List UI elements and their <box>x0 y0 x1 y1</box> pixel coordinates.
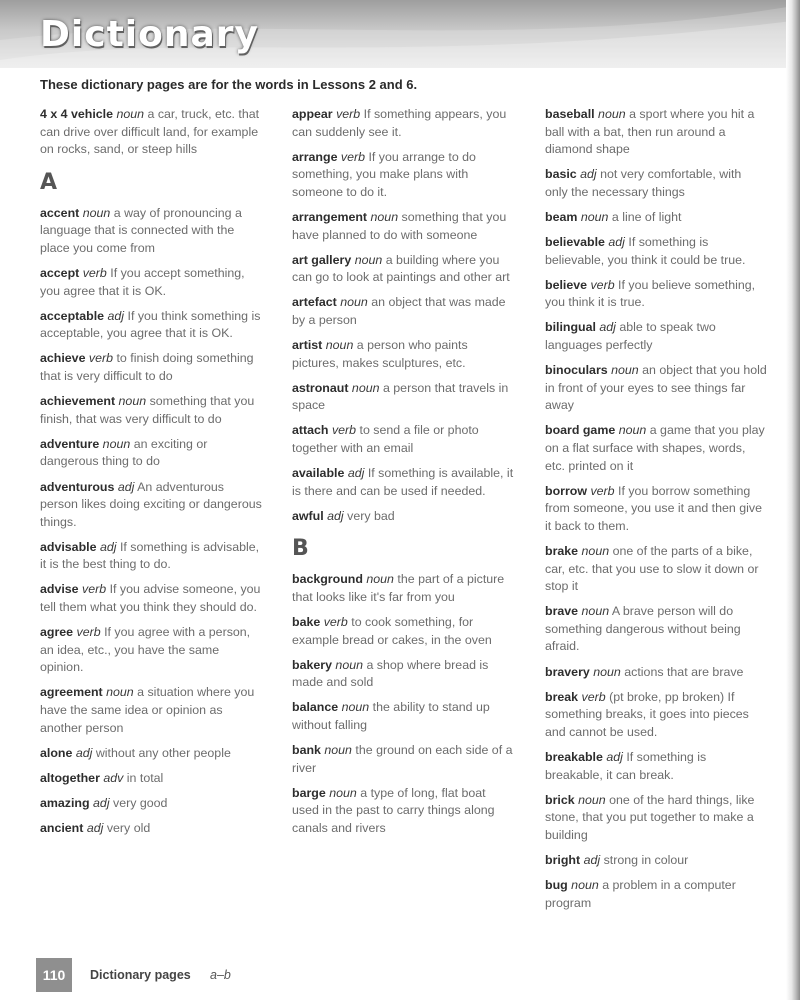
entry-part-of-speech: noun <box>324 743 352 758</box>
entry-headword: barge <box>292 785 326 800</box>
dictionary-entry <box>292 380 514 415</box>
dictionary-entry <box>40 539 262 574</box>
entry-definition: able to speak two languages perfectly <box>545 320 716 353</box>
dictionary-entry <box>292 571 514 606</box>
entry-definition: to finish doing something that is very difficult to do <box>40 351 254 384</box>
dictionary-entry <box>292 337 514 372</box>
dictionary-entry <box>40 624 262 677</box>
entry-part-of-speech: verb <box>76 625 101 640</box>
entry-headword: agree <box>40 625 74 640</box>
dictionary-entry <box>545 277 767 312</box>
entry-headword: art gallery <box>292 252 352 267</box>
dictionary-column-2 <box>292 106 514 845</box>
dictionary-entry <box>40 745 262 763</box>
entry-headword: attach <box>292 423 329 438</box>
entry-headword: acceptable <box>40 308 105 323</box>
entry-headword: bravery <box>545 664 590 679</box>
entry-part-of-speech: verb <box>590 483 615 498</box>
dictionary-entry <box>292 699 514 734</box>
entry-headword: arrangement <box>292 209 368 224</box>
dictionary-entry <box>292 209 514 244</box>
dictionary-entry <box>40 770 262 788</box>
entry-headword: bake <box>292 615 321 630</box>
dictionary-entry <box>292 149 514 202</box>
entry-part-of-speech: adj <box>75 745 93 760</box>
dictionary-entry <box>292 785 514 838</box>
entry-definition: a car, truck, etc. that can drive over difficult land, for example on rocks, sand, or steep hills <box>40 107 260 157</box>
entry-headword: artefact <box>292 295 337 310</box>
dictionary-entry <box>545 483 767 536</box>
entry-headword: bilingual <box>545 320 596 335</box>
entry-part-of-speech: adj <box>599 320 616 335</box>
dictionary-entry <box>40 393 262 428</box>
entry-headword: brick <box>545 792 575 807</box>
entry-part-of-speech: noun <box>341 700 370 715</box>
entry-part-of-speech: noun <box>335 657 363 672</box>
entry-definition: a type of long, flat boat used in the past to carry things along canals and rivers <box>292 785 495 835</box>
entry-headword: brave <box>545 604 579 619</box>
entry-headword: bakery <box>292 657 332 672</box>
entry-definition: very old <box>106 821 151 835</box>
dictionary-entry <box>545 362 767 415</box>
entry-part-of-speech: verb <box>336 107 361 121</box>
entry-part-of-speech: adj <box>606 749 623 764</box>
entry-part-of-speech: noun <box>325 338 354 353</box>
entry-headword: basic <box>545 167 577 182</box>
entry-headword: bank <box>292 743 321 758</box>
entry-part-of-speech: adj <box>93 795 110 810</box>
entry-definition: a line of light <box>611 209 682 224</box>
entry-definition: one of the hard things, like stone, that you put together to make a building <box>545 792 755 842</box>
entry-part-of-speech: verb <box>82 582 107 597</box>
entry-part-of-speech: verb <box>331 423 357 438</box>
intro-text: These dictionary pages are for the words in Lessons 2 and 6. <box>40 77 418 92</box>
entry-headword: amazing <box>40 795 90 810</box>
entry-definition: If you believe something, you think it is true. <box>545 277 756 310</box>
footer-range: a–b <box>210 968 231 982</box>
entry-definition: strong in colour <box>603 852 689 867</box>
entry-headword: believe <box>545 277 588 292</box>
dictionary-entry <box>292 742 514 777</box>
dictionary-entry <box>292 422 514 457</box>
entry-definition: If you borrow something from someone, you use it and then give it back to them. <box>545 483 762 533</box>
entry-part-of-speech: noun <box>116 107 145 121</box>
dictionary-entry <box>545 852 767 870</box>
entry-part-of-speech: adj <box>583 852 601 867</box>
entry-headword: arrange <box>292 149 338 164</box>
entry-headword: adventurous <box>40 479 115 494</box>
entry-part-of-speech: noun <box>102 436 131 451</box>
dictionary-entry <box>40 479 262 532</box>
entry-headword: background <box>292 572 363 587</box>
entry-definition: If you agree with a person, an idea, etc., you have the same opinion. <box>40 625 251 675</box>
entry-headword: appear <box>292 107 333 121</box>
dictionary-entry <box>545 234 767 269</box>
entry-part-of-speech: noun <box>580 209 609 224</box>
entry-definition: If something is breakable, it can break. <box>545 749 707 782</box>
entry-definition: If you think something is acceptable, you agree that it is OK. <box>40 308 261 341</box>
entry-definition: a person who paints pictures, makes sculptures, etc. <box>292 338 468 370</box>
entry-definition: very bad <box>347 508 395 523</box>
entry-headword: achieve <box>40 351 86 366</box>
entry-part-of-speech: noun <box>581 543 610 558</box>
dictionary-entry <box>545 209 767 227</box>
header-band <box>0 0 800 68</box>
entry-part-of-speech: noun <box>340 295 368 310</box>
entry-definition: If you arrange to do something, you make plans with someone to do it. <box>292 149 476 199</box>
entry-part-of-speech: noun <box>578 792 606 807</box>
entry-part-of-speech: noun <box>351 380 380 395</box>
entry-part-of-speech: noun <box>581 604 610 619</box>
entry-part-of-speech: noun <box>106 685 134 700</box>
entry-part-of-speech: adj <box>608 235 625 250</box>
entry-part-of-speech: adj <box>347 466 365 481</box>
entry-part-of-speech: noun <box>82 205 111 220</box>
dictionary-entry <box>292 294 514 329</box>
entry-definition: something that you finish, that was very difficult to do <box>40 394 255 426</box>
dictionary-entry <box>40 684 262 737</box>
dictionary-entry <box>40 436 262 471</box>
dictionary-entry <box>40 106 262 159</box>
entry-definition: to send a file or photo together with an email <box>292 423 479 455</box>
entry-headword: brake <box>545 543 579 558</box>
entry-headword: bright <box>545 852 581 867</box>
entry-definition: (pt broke, pp broken) If something breaks, it goes into pieces and cannot be used. <box>545 689 749 739</box>
dictionary-entry <box>292 508 514 526</box>
entry-headword: alone <box>40 745 73 760</box>
entry-headword: agreement <box>40 685 103 700</box>
entry-part-of-speech: adj <box>117 479 135 494</box>
dictionary-column-3 <box>545 106 767 920</box>
entry-headword: breakable <box>545 749 603 764</box>
entry-headword: achievement <box>40 394 116 409</box>
entry-part-of-speech: verb <box>590 277 615 292</box>
dictionary-entry <box>40 820 262 838</box>
page-footer <box>36 958 736 992</box>
dictionary-entry <box>40 581 262 616</box>
dictionary-entry <box>40 265 262 300</box>
page-number: 110 <box>36 958 72 992</box>
entry-definition: an object that was made by a person <box>292 295 506 327</box>
entry-definition: An adventurous person likes doing exciting or dangerous things. <box>40 479 262 529</box>
entry-definition: If you advise someone, you tell them what you think they should do. <box>40 582 261 615</box>
entry-part-of-speech: noun <box>329 785 357 800</box>
entry-headword: artist <box>292 338 323 353</box>
dictionary-entry <box>545 106 767 159</box>
entry-headword: awful <box>292 508 324 523</box>
entry-headword: altogether <box>40 770 100 785</box>
entry-definition: If you accept something, you agree that it is OK. <box>40 266 245 298</box>
dictionary-entry <box>545 543 767 596</box>
entry-definition: not very comfortable, with only the necessary things <box>545 167 742 199</box>
entry-headword: ancient <box>40 821 84 835</box>
entry-part-of-speech: adj <box>107 308 125 323</box>
entry-part-of-speech: verb <box>88 351 114 366</box>
entry-definition: without any other people <box>95 745 231 760</box>
entry-headword: bug <box>545 877 568 892</box>
entry-definition: a problem in a computer program <box>545 877 736 910</box>
dictionary-entry <box>292 657 514 692</box>
entry-part-of-speech: noun <box>611 363 639 378</box>
entry-definition: the ability to stand up without falling <box>292 700 490 733</box>
entry-definition: If something appears, you can suddenly see it. <box>292 107 507 139</box>
dictionary-entry <box>545 166 767 201</box>
entry-part-of-speech: noun <box>370 209 399 224</box>
entry-headword: accent <box>40 205 80 220</box>
entry-definition: a shop where bread is made and sold <box>292 657 489 690</box>
entry-part-of-speech: verb <box>340 149 366 164</box>
entry-definition: a situation where you have the same idea or opinion as another person <box>40 685 255 735</box>
entry-part-of-speech: adj <box>327 508 344 523</box>
entry-definition: A brave person will do something dangerous without being afraid. <box>545 604 741 654</box>
entry-part-of-speech: adj <box>99 539 117 554</box>
entry-part-of-speech: adj <box>86 821 104 835</box>
entry-headword: borrow <box>545 483 587 498</box>
dictionary-entry <box>40 350 262 385</box>
entry-headword: accept <box>40 266 80 281</box>
dictionary-entry <box>292 106 514 141</box>
entry-headword: 4 x 4 vehicle <box>40 107 114 121</box>
entry-definition: an object that you hold in front of your eyes to see things far away <box>545 363 767 413</box>
dictionary-entry <box>545 792 767 845</box>
entry-definition: actions that are brave <box>624 664 744 679</box>
dictionary-entry <box>292 465 514 500</box>
entry-headword: available <box>292 466 345 481</box>
entry-definition: If something is available, it is there and can be used if needed. <box>292 466 514 498</box>
entry-definition: an exciting or dangerous thing to do <box>40 436 208 469</box>
entry-headword: beam <box>545 209 578 224</box>
page-title: Dictionary <box>40 14 259 55</box>
dictionary-entry <box>545 422 767 475</box>
entry-part-of-speech: noun <box>118 394 147 409</box>
dictionary-entry <box>292 252 514 287</box>
entry-definition: a game that you play on a flat surface with shapes, words, etc. printed on it <box>545 423 765 473</box>
entry-definition: a person that travels in space <box>292 380 509 413</box>
dictionary-entry <box>40 308 262 343</box>
dictionary-entry <box>292 614 514 649</box>
entry-part-of-speech: noun <box>571 877 599 892</box>
entry-part-of-speech: adv <box>103 770 124 785</box>
entry-part-of-speech: verb <box>323 615 348 630</box>
entry-headword: adventure <box>40 436 100 451</box>
dictionary-entry <box>545 877 767 912</box>
dictionary-entry <box>545 664 767 682</box>
entry-definition: a way of pronouncing a language that is connected with the place you come from <box>40 205 242 255</box>
entry-headword: binoculars <box>545 363 608 378</box>
entry-part-of-speech: noun <box>593 664 621 679</box>
entry-part-of-speech: verb <box>581 689 606 704</box>
entry-definition: If something is believable, you think it could be true. <box>545 235 746 267</box>
entry-definition: a sport where you hit a ball with a bat, then run around a diamond shape <box>545 107 755 157</box>
dictionary-entry <box>40 795 262 813</box>
entry-headword: astronaut <box>292 380 349 395</box>
page-edge-shadow <box>786 0 800 1000</box>
dictionary-entry <box>545 603 767 656</box>
dictionary-entry <box>40 205 262 258</box>
letter-heading: A <box>40 169 58 195</box>
dictionary-entry <box>545 689 767 742</box>
entry-definition: in total <box>126 770 164 785</box>
dictionary-entry <box>545 319 767 354</box>
entry-part-of-speech: verb <box>82 266 107 281</box>
entry-headword: advise <box>40 582 79 597</box>
entry-definition: one of the parts of a bike, car, etc. that you use to slow it down or stop it <box>545 543 759 594</box>
footer-label: Dictionary pages <box>90 968 191 982</box>
entry-definition: the ground on each side of a river <box>292 743 513 775</box>
entry-headword: baseball <box>545 107 595 121</box>
entry-headword: balance <box>292 700 339 715</box>
dictionary-entry <box>545 749 767 784</box>
entry-part-of-speech: adj <box>580 167 597 182</box>
entry-definition: a building where you can go to look at paintings and other art <box>292 252 510 285</box>
entry-definition: to cook something, for example bread or cakes, in the oven <box>292 615 492 647</box>
entry-definition: very good <box>113 795 168 810</box>
entry-definition: If something is advisable, it is the best thing to do. <box>40 539 260 572</box>
entry-headword: board game <box>545 423 616 438</box>
entry-definition: something that you have planned to do with someone <box>292 209 507 242</box>
entry-part-of-speech: noun <box>354 252 383 267</box>
entry-headword: advisable <box>40 539 97 554</box>
entry-part-of-speech: noun <box>598 107 626 121</box>
entry-headword: believable <box>545 235 605 250</box>
entry-part-of-speech: noun <box>366 572 394 587</box>
letter-heading: B <box>292 536 309 562</box>
entry-headword: break <box>545 689 579 704</box>
entry-part-of-speech: noun <box>618 423 647 438</box>
entry-definition: the part of a picture that looks like it's far from you <box>292 572 505 604</box>
dictionary-column-1 <box>40 106 262 845</box>
